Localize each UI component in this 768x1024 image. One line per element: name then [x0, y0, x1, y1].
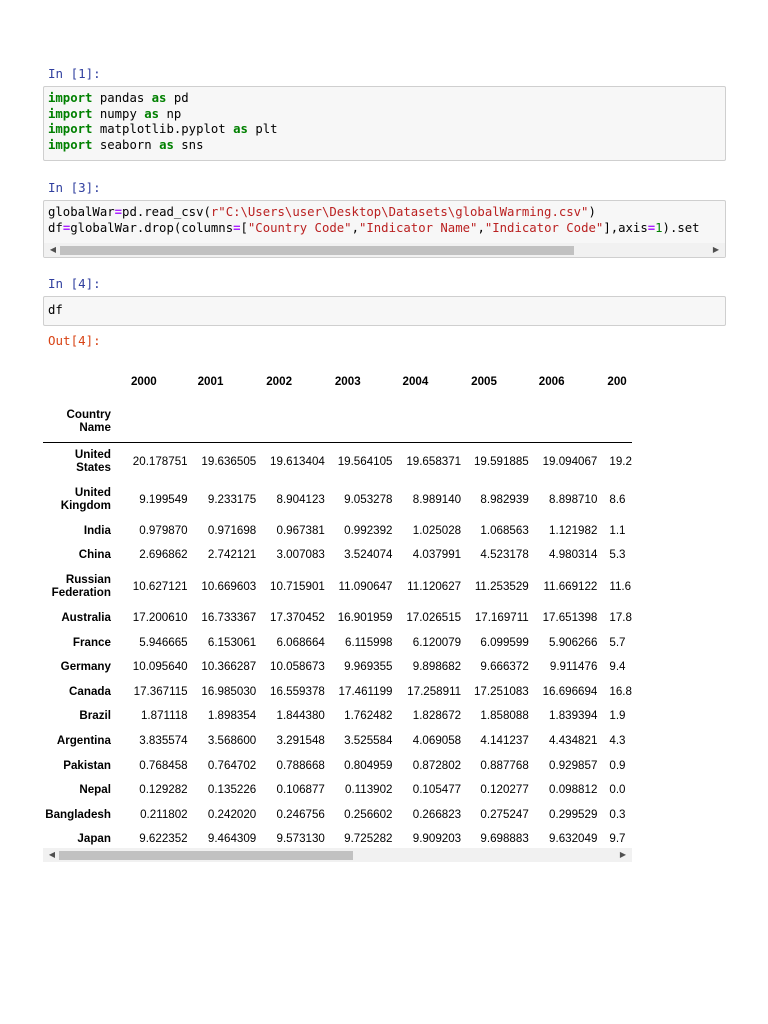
table-cell: 1.858088	[480, 709, 529, 723]
scrollbar-thumb[interactable]	[60, 246, 574, 255]
table-cell: 10.058673	[270, 660, 325, 674]
table-cell: 11.669122	[543, 579, 598, 593]
table-row	[43, 630, 632, 655]
table-cell: 1.898354	[207, 709, 257, 723]
empty-header	[256, 400, 325, 442]
table-cell: 0.106877	[276, 783, 325, 797]
table-cell: 9.632049	[549, 832, 598, 846]
table-cell: 16.559378	[270, 684, 325, 698]
table-cell: 0.0	[609, 783, 626, 797]
code-editor-2[interactable]	[44, 201, 725, 241]
keyword: as	[151, 91, 167, 105]
code-editor-3[interactable]	[44, 297, 725, 319]
table-cell: 17.026515	[406, 610, 462, 624]
table-cell: 11.090647	[338, 579, 393, 593]
row-index-label: France	[72, 635, 111, 649]
table-cell: 8.898710	[549, 492, 598, 506]
table-cell: 9.911476	[549, 660, 598, 674]
column-header-row	[43, 362, 632, 400]
table-cell: 16.985030	[201, 684, 257, 698]
table-cell: 3.524074	[344, 548, 393, 562]
code-token: globalWar	[48, 205, 115, 219]
module-name: matplotlib.pyplot	[99, 122, 226, 136]
table-cell: 9.622352	[139, 832, 188, 846]
table-cell: 5.7	[609, 635, 626, 649]
table-row	[43, 753, 632, 778]
table-cell: 0.971698	[207, 523, 257, 537]
table-cell: 17.169711	[474, 610, 529, 624]
alias-name: plt	[255, 122, 278, 136]
table-cell: 0.788668	[276, 758, 325, 772]
code-token: df	[48, 303, 63, 317]
code-token: =	[62, 220, 71, 235]
dataframe-table	[43, 362, 632, 851]
keyword: as	[144, 106, 160, 121]
row-index-label: Bangladesh	[45, 807, 111, 821]
table-cell: 0.246756	[276, 807, 325, 821]
table-cell: 10.627121	[132, 579, 188, 593]
alias-name: pd	[173, 91, 189, 105]
row-index-label: Brazil	[79, 709, 111, 723]
table-cell: 0.242020	[207, 807, 257, 821]
keyword: as	[159, 137, 174, 152]
table-cell: 9.666372	[480, 660, 529, 674]
table-cell: 0.804959	[344, 758, 393, 772]
keyword: import	[48, 122, 93, 136]
table-cell: 16.733367	[201, 610, 257, 624]
table-cell: 2.696862	[139, 548, 188, 562]
table-cell: 4.3	[609, 733, 626, 747]
table-cell: 10.095640	[132, 660, 188, 674]
code-token: ,	[351, 220, 359, 235]
table-cell: 4.434821	[549, 733, 598, 747]
table-row	[43, 543, 632, 568]
row-index-label: Australia	[61, 610, 111, 624]
table-cell: 0.967381	[276, 523, 325, 537]
table-cell: 5.906266	[549, 635, 598, 649]
table-cell: 0.098812	[549, 783, 598, 797]
table-cell: 17.651398	[542, 610, 598, 624]
table-cell: 19.591885	[461, 442, 529, 480]
code-token: =	[114, 205, 123, 219]
table-cell: 1.121982	[549, 523, 598, 537]
scroll-left-arrow-icon[interactable]: ◀	[48, 850, 56, 859]
table-cell: 9.969355	[344, 660, 393, 674]
code-horizontal-scrollbar[interactable]	[44, 243, 725, 257]
table-cell: 17.258911	[407, 684, 462, 698]
table-cell: 1.9	[609, 709, 626, 723]
empty-header	[461, 400, 529, 442]
empty-header	[188, 400, 257, 442]
table-cell: 0.872802	[412, 758, 462, 772]
table-cell: 6.153061	[207, 635, 257, 649]
code-editor-1[interactable]	[44, 87, 725, 153]
table-cell: 10.715901	[270, 579, 325, 593]
code-cell-3[interactable]	[43, 296, 726, 326]
table-cell: 11.120627	[407, 579, 462, 593]
empty-header	[43, 362, 121, 400]
string-literal: r"C:\Users\user\Desktop\Datasets\globalWarming.csv"	[210, 205, 589, 219]
row-index-label: Japan	[77, 832, 111, 846]
table-cell: 9.053278	[344, 492, 393, 506]
table-row	[43, 802, 632, 827]
scroll-left-arrow-icon[interactable]: ◀	[49, 245, 57, 254]
table-cell: 9.199549	[139, 492, 188, 506]
table-cell: 0.768458	[139, 758, 188, 772]
row-index-label: Germany	[60, 660, 111, 674]
code-line	[48, 205, 725, 221]
table-cell: 3.835574	[139, 733, 188, 747]
table-cell: 17.461199	[338, 684, 393, 698]
table-cell: 9.4	[609, 660, 626, 674]
table-cell: 16.901959	[337, 610, 393, 624]
code-token: ,	[477, 220, 485, 235]
column-header: 2002	[266, 374, 293, 388]
table-cell: 4.037991	[412, 548, 462, 562]
table-row	[43, 518, 632, 543]
table-cell: 4.980314	[549, 548, 598, 562]
code-token: )	[588, 205, 596, 219]
table-cell: 0.299529	[549, 807, 598, 821]
table-row	[43, 442, 632, 480]
code-token: ).set	[662, 220, 700, 235]
table-row	[43, 605, 632, 630]
table-cell: 0.275247	[480, 807, 529, 821]
code-cell-2[interactable]	[43, 200, 726, 258]
table-cell: 1.839394	[549, 709, 598, 723]
table-cell: 0.211802	[140, 807, 188, 821]
column-header: 2006	[538, 374, 565, 388]
table-cell: 1.828672	[412, 709, 462, 723]
code-token: ],axis	[603, 220, 648, 235]
string-literal: "Country Code"	[247, 220, 352, 235]
code-line	[48, 221, 725, 237]
table-cell: 0.3	[609, 807, 626, 821]
table-cell: 2.742121	[207, 548, 257, 562]
empty-header	[121, 400, 188, 442]
row-index-label: India	[83, 523, 111, 537]
code-token: df	[48, 220, 63, 235]
table-cell: 4.069058	[412, 733, 462, 747]
table-cell: 17.8	[609, 610, 632, 624]
column-header: 2004	[402, 374, 429, 388]
code-token: globalWar.drop(columns	[70, 220, 234, 235]
table-cell: 0.266823	[412, 807, 462, 821]
table-cell: 17.367115	[133, 684, 188, 698]
table-cell: 4.141237	[480, 733, 529, 747]
table-cell: 0.979870	[139, 523, 188, 537]
table-cell: 8.982939	[480, 492, 529, 506]
table-cell: 19.564105	[325, 442, 393, 480]
table-cell: 0.256602	[344, 807, 393, 821]
row-index-label: Canada	[69, 684, 111, 698]
code-line	[48, 138, 725, 154]
dataframe-body	[43, 442, 632, 851]
input-prompt-2: In [3]:	[48, 180, 101, 195]
table-cell: 1.1	[609, 523, 626, 537]
table-cell: 8.989140	[412, 492, 462, 506]
table-cell: 1.844380	[276, 709, 325, 723]
table-cell: 9.573130	[276, 832, 325, 846]
table-cell: 0.135226	[207, 783, 257, 797]
table-row	[43, 679, 632, 704]
column-header: 2005	[471, 374, 497, 388]
code-token: =	[233, 220, 241, 235]
code-token: =	[647, 220, 656, 235]
code-line	[48, 91, 725, 107]
table-cell: 0.887768	[480, 758, 529, 772]
table-cell: 3.291548	[276, 733, 325, 747]
scrollbar-thumb[interactable]	[59, 851, 353, 860]
table-cell: 11.6	[609, 579, 632, 593]
code-line	[48, 107, 725, 123]
alias-name: sns	[181, 137, 204, 152]
table-cell: 0.113902	[345, 783, 393, 797]
table-cell: 19.658371	[393, 442, 462, 480]
table-cell: 17.251083	[473, 684, 529, 698]
table-cell: 17.370452	[270, 610, 325, 624]
table-cell: 9.909203	[412, 832, 462, 846]
table-cell: 0.9	[609, 758, 626, 772]
string-literal: "Indicator Name"	[358, 220, 478, 235]
table-row	[43, 777, 632, 802]
table-cell: 6.099599	[480, 635, 529, 649]
table-cell: 0.120277	[480, 783, 529, 797]
index-header-row	[43, 400, 632, 442]
table-cell: 11.253529	[474, 579, 529, 593]
table-cell: 6.115998	[345, 635, 393, 649]
column-header: 2000	[130, 374, 157, 388]
scroll-right-arrow-icon[interactable]: ▶	[712, 245, 720, 254]
table-cell: 4.523178	[480, 548, 529, 562]
column-header: 200	[607, 374, 627, 388]
table-cell: 6.120079	[412, 635, 462, 649]
row-index-label: Argentina	[56, 733, 111, 747]
table-cell: 8.904123	[276, 492, 325, 506]
row-index-label: United Kingdom	[60, 486, 111, 512]
keyword: import	[48, 91, 93, 105]
table-cell: 0.129282	[139, 783, 188, 797]
table-cell: 10.366287	[201, 660, 257, 674]
row-index-label: Pakistan	[63, 758, 111, 772]
table-cell: 1.871118	[140, 709, 188, 723]
table-cell: 3.007083	[276, 548, 325, 562]
table-cell: 5.946665	[139, 635, 188, 649]
module-name: numpy	[99, 106, 137, 121]
module-name: seaborn	[99, 137, 152, 152]
table-cell: 1.762482	[344, 709, 393, 723]
table-row	[43, 567, 632, 605]
dataframe-output	[43, 362, 632, 862]
row-index-label: Nepal	[79, 783, 111, 797]
table-row	[43, 654, 632, 679]
row-index-label: China	[78, 548, 111, 562]
table-cell: 9.725282	[344, 832, 393, 846]
code-token: pd.read_csv(	[122, 205, 211, 219]
alias-name: np	[166, 106, 182, 121]
column-header: 2001	[197, 374, 224, 388]
number-literal: 1	[655, 220, 663, 235]
table-cell: 19.613404	[256, 442, 325, 480]
table-cell: 9.464309	[207, 832, 257, 846]
table-cell: 9.233175	[207, 492, 257, 506]
column-header: 2003	[334, 374, 361, 388]
row-index-label: United States	[43, 442, 121, 480]
table-cell: 9.698883	[480, 832, 529, 846]
code-token: [	[240, 220, 248, 235]
input-prompt-3: In [4]:	[48, 276, 101, 291]
code-line	[48, 122, 725, 138]
table-cell: 3.568600	[207, 733, 257, 747]
table-cell: 0.992392	[344, 523, 393, 537]
table-cell: 16.696694	[542, 684, 598, 698]
string-literal: "Indicator Code"	[484, 220, 604, 235]
empty-header	[597, 400, 632, 442]
keyword: import	[48, 137, 93, 152]
table-cell: 1.068563	[480, 523, 529, 537]
table-cell: 8.6	[609, 492, 626, 506]
output-horizontal-scrollbar[interactable]	[43, 848, 632, 862]
table-cell: 0.929857	[549, 758, 598, 772]
table-cell: 9.898682	[412, 660, 462, 674]
table-cell: 16.8	[609, 684, 632, 698]
keyword: import	[48, 106, 93, 121]
table-cell: 0.105477	[412, 783, 462, 797]
table-cell: 3.525584	[344, 733, 393, 747]
table-cell: 17.200610	[132, 610, 188, 624]
code-cell-1[interactable]	[43, 86, 726, 161]
table-cell: 19.636505	[188, 442, 257, 480]
empty-header	[325, 400, 393, 442]
table-row	[43, 480, 632, 518]
module-name: pandas	[99, 91, 145, 105]
table-cell: 5.3	[609, 548, 626, 562]
keyword: as	[233, 122, 248, 136]
table-cell: 9.7	[609, 832, 626, 846]
empty-header	[529, 400, 598, 442]
table-cell: 1.025028	[412, 523, 462, 537]
table-cell: 0.764702	[207, 758, 257, 772]
table-row	[43, 704, 632, 729]
table-cell: 19.2	[597, 442, 632, 480]
input-prompt-1: In [1]:	[48, 66, 101, 81]
output-prompt-4: Out[4]:	[48, 333, 101, 348]
table-cell: 20.178751	[121, 442, 188, 480]
row-index-label: Russian Federation	[51, 573, 111, 600]
table-cell: 6.068664	[276, 635, 325, 649]
table-cell: 10.669603	[201, 579, 257, 593]
table-row	[43, 728, 632, 753]
index-name-header: Country Name	[66, 407, 111, 434]
scroll-right-arrow-icon[interactable]: ▶	[619, 850, 627, 859]
empty-header	[393, 400, 462, 442]
table-cell: 19.094067	[529, 442, 598, 480]
